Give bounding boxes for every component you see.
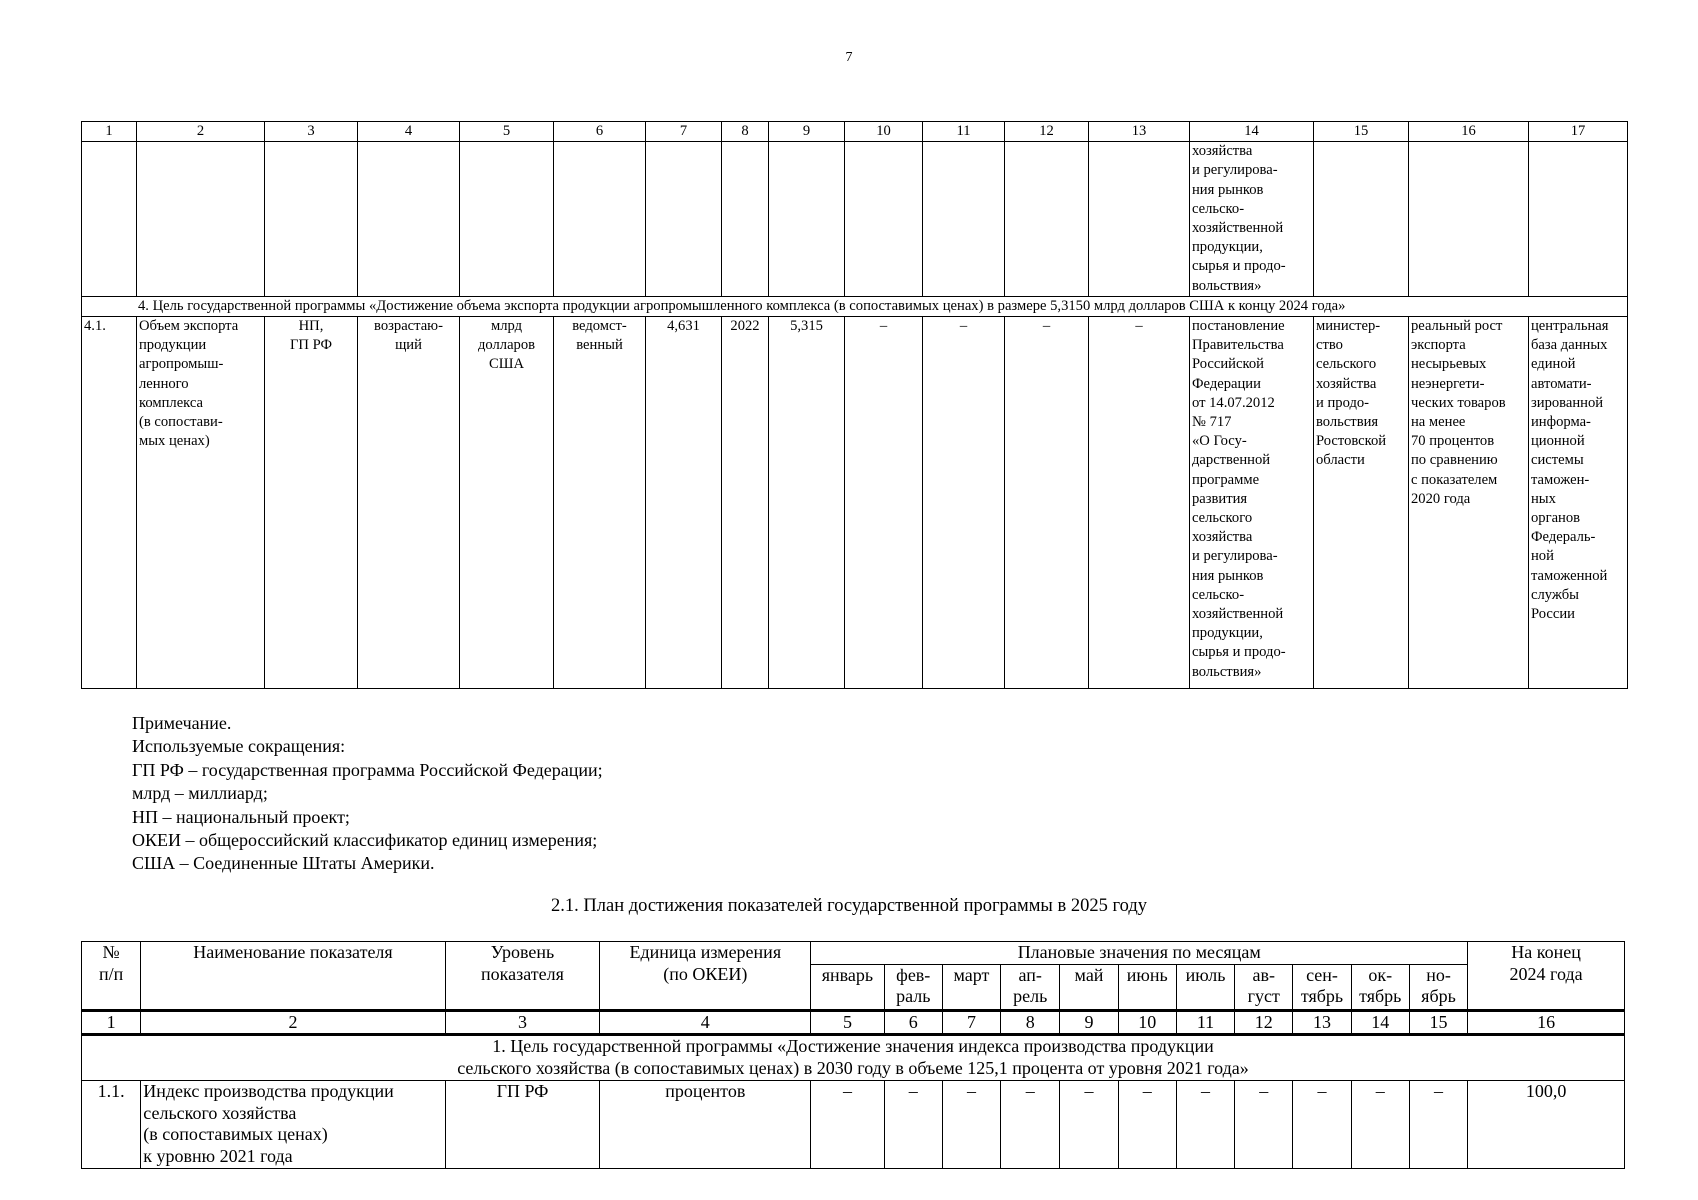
row-number: 1.1. <box>82 1081 141 1168</box>
text-line: на менее <box>1411 414 1466 431</box>
column-number: 8 <box>722 122 769 142</box>
notes-abbrev-heading: Используемые сокращения: <box>132 736 346 757</box>
value-col12: – <box>1005 317 1089 689</box>
month-header <box>884 964 942 1010</box>
text-line: постановление <box>1192 318 1285 335</box>
column-number: 2 <box>137 122 265 142</box>
notes-block <box>132 712 603 876</box>
column-number: 6 <box>884 1010 942 1035</box>
text-line: Ростовской <box>1316 433 1387 450</box>
month-header <box>1351 964 1409 1010</box>
text-line: сельского хозяйства <box>143 1102 297 1123</box>
text-line: с показателем <box>1411 471 1498 488</box>
text-line: вольствия» <box>1192 277 1262 294</box>
month-header <box>1118 964 1176 1010</box>
header-num <box>82 942 141 1011</box>
value-col13: – <box>1089 317 1190 689</box>
note-line: млрд – миллиард; <box>132 783 268 804</box>
text-line: вольствия» <box>1192 663 1262 680</box>
column-number: 15 <box>1314 122 1409 142</box>
column-number: 7 <box>646 122 722 142</box>
column-number: 4 <box>358 122 460 142</box>
text-line: органов <box>1531 510 1581 527</box>
text-line: венный <box>576 337 623 354</box>
text-line: Единица измерения <box>629 942 782 962</box>
column-number: 5 <box>460 122 554 142</box>
monthly-plan-table <box>81 941 1625 1169</box>
text-line: рель <box>1013 986 1048 1007</box>
text-line: ведомст- <box>572 318 627 335</box>
text-line: системы <box>1531 452 1584 469</box>
monthly-value: – <box>1001 1081 1060 1168</box>
monthly-value: – <box>884 1081 942 1168</box>
text-line: дарственной <box>1192 452 1271 469</box>
table1-header-row <box>82 122 1628 142</box>
text-line: мых ценах) <box>139 433 210 450</box>
table2-goal-row <box>82 1035 1625 1081</box>
continuation-col14-cell <box>1190 142 1314 297</box>
column-number: 13 <box>1089 122 1190 142</box>
value-col9: 5,315 <box>769 317 845 689</box>
indicator-type <box>554 317 646 689</box>
text-line: развития <box>1192 490 1248 507</box>
column-number: 17 <box>1529 122 1628 142</box>
text-line: хозяйства <box>1316 375 1377 392</box>
text-line: ционной <box>1531 433 1585 450</box>
text-line: № 717 <box>1192 414 1232 431</box>
column-number: 16 <box>1409 122 1529 142</box>
text-line: и регулирова- <box>1192 162 1278 179</box>
text-line: ство <box>1316 337 1343 354</box>
text-line: от 14.07.2012 <box>1192 394 1275 411</box>
month-header <box>1176 964 1234 1010</box>
note-line: ОКЕИ – общероссийский классификатор единиц измерения; <box>132 830 598 851</box>
data-source <box>1529 317 1628 689</box>
column-number: 12 <box>1005 122 1089 142</box>
text-line: ГП РФ <box>289 337 333 354</box>
indicator-trend <box>358 317 460 689</box>
value-col10: – <box>845 317 923 689</box>
table1-goal-row <box>82 296 1628 316</box>
text-line: Объем экспорта <box>139 318 239 335</box>
month-header <box>1060 964 1118 1010</box>
text-line: Индекс производства продукции <box>143 1081 394 1102</box>
page-number: 7 <box>845 50 853 65</box>
text-line: России <box>1531 606 1575 623</box>
notes-title: Примечание. <box>132 713 232 733</box>
text-line: хозяйства <box>1192 143 1253 160</box>
indicator-row-1-1 <box>82 1081 1625 1168</box>
column-number: 9 <box>769 122 845 142</box>
column-number: 8 <box>1001 1010 1060 1035</box>
indicator-level <box>265 317 358 689</box>
indicators-table-continuation <box>81 121 1628 689</box>
monthly-value: – <box>1293 1081 1351 1168</box>
text-line: На конец <box>1511 942 1581 962</box>
text-line: сен- <box>1306 964 1338 985</box>
text-line: (в сопоставимых ценах) <box>143 1124 328 1145</box>
column-number: 3 <box>445 1010 600 1035</box>
column-number: 10 <box>1118 1010 1176 1035</box>
text-line: сельского <box>1316 356 1377 373</box>
text-line: (по ОКЕИ) <box>663 963 748 984</box>
text-line: п/п <box>98 963 124 984</box>
column-number: 7 <box>942 1010 1000 1035</box>
text-line: неэнергети- <box>1411 375 1485 392</box>
text-line: «О Госу- <box>1192 433 1247 450</box>
text-line: сырья и продо- <box>1192 644 1286 661</box>
text-line: сельско- <box>1192 200 1245 217</box>
indicator-row-4-1 <box>82 317 1628 689</box>
value-col11: – <box>923 317 1005 689</box>
text-line: к уровню 2021 года <box>143 1145 293 1166</box>
text-line: автомати- <box>1531 375 1592 392</box>
text-line: ап- <box>1018 964 1042 985</box>
month-header <box>1235 964 1293 1010</box>
responsible-body <box>1314 317 1409 689</box>
text-line: долларов <box>477 337 536 354</box>
column-number: 5 <box>811 1010 884 1035</box>
text-line: база данных <box>1531 337 1608 354</box>
text-line: зированной <box>1531 394 1604 411</box>
text-line: 70 процентов <box>1411 433 1495 450</box>
column-number: 1 <box>82 1010 141 1035</box>
month-header <box>942 964 1000 1010</box>
goal-4-text: 4. Цель государственной программы «Достижение объема экспорта продукции агропромышленного комплекса (в сопоставимых ценах) в размере 5,3150 млрд долларов США к концу 2024 года» <box>82 296 1628 316</box>
note-line: США – Соединенные Штаты Америки. <box>132 853 435 874</box>
text-line: по сравнению <box>1411 452 1498 469</box>
text-line: млрд <box>490 318 523 335</box>
text-line: ленного <box>139 375 189 392</box>
monthly-value: – <box>1409 1081 1467 1168</box>
link-to-goal <box>1409 317 1529 689</box>
header-name: Наименование показателя <box>141 942 445 1011</box>
table2-numbers-row <box>82 1010 1625 1035</box>
text-line: № <box>102 942 120 962</box>
column-number: 2 <box>141 1010 445 1035</box>
goal-1-text <box>82 1035 1625 1081</box>
text-line: (в сопостави- <box>139 414 223 431</box>
text-line: ных <box>1531 490 1556 507</box>
indicator-level: ГП РФ <box>445 1081 600 1168</box>
indicator-unit: процентов <box>600 1081 811 1168</box>
column-number: 12 <box>1235 1010 1293 1035</box>
text-line: сельского <box>1192 510 1253 527</box>
text-line: Правительства <box>1192 337 1284 354</box>
indicator-unit <box>460 317 554 689</box>
text-line: и продо- <box>1316 394 1370 411</box>
text-line: программе <box>1192 471 1260 488</box>
monthly-value: – <box>1060 1081 1118 1168</box>
text-line: 1. Цель государственной программы «Достижение значения индекса производства продукции <box>492 1036 1214 1057</box>
column-number: 14 <box>1190 122 1314 142</box>
text-line: реальный рост <box>1411 318 1503 335</box>
column-number: 11 <box>1176 1010 1234 1035</box>
text-line: Российской <box>1192 356 1264 373</box>
text-line: единой <box>1531 356 1576 373</box>
text-line: сельско- <box>1192 586 1245 603</box>
text-line: Уровень <box>490 942 555 962</box>
text-line: июль <box>1185 964 1226 985</box>
text-line: НП, <box>298 318 324 335</box>
row-number: 4.1. <box>82 317 137 689</box>
column-number: 6 <box>554 122 646 142</box>
text-line: 2024 года <box>1509 963 1583 984</box>
header-unit <box>600 942 811 1011</box>
column-number: 9 <box>1060 1010 1118 1035</box>
text-line: продукции <box>139 337 207 354</box>
text-line: хозяйственной <box>1192 220 1284 237</box>
text-line: ок- <box>1368 964 1393 985</box>
monthly-value: – <box>1118 1081 1176 1168</box>
text-line: ния рынков <box>1192 567 1264 584</box>
text-line: сельского хозяйства (в сопоставимых ценах) в 2030 году в объеме 125,1 процента от уровня 2021 года» <box>457 1057 1249 1078</box>
column-number: 1 <box>82 122 137 142</box>
column-number: 10 <box>845 122 923 142</box>
text-line: щий <box>395 337 422 354</box>
header-level <box>445 942 600 1011</box>
base-value: 4,631 <box>646 317 722 689</box>
text-line: январь <box>821 964 874 985</box>
text-line: продукции, <box>1192 625 1263 642</box>
column-number: 11 <box>923 122 1005 142</box>
column-number: 16 <box>1468 1010 1625 1035</box>
text-line: раль <box>896 986 931 1007</box>
text-line: показателя <box>481 963 564 984</box>
header-end <box>1468 942 1625 1011</box>
note-line: НП – национальный проект; <box>132 806 350 827</box>
text-line: и регулирова- <box>1192 548 1278 565</box>
text-line: сырья и продо- <box>1192 258 1286 275</box>
text-line: густ <box>1247 986 1280 1007</box>
indicator-name <box>137 317 265 689</box>
text-line: ной <box>1531 548 1554 565</box>
text-line: Федераль- <box>1531 529 1596 546</box>
text-line: вольствия <box>1316 414 1379 431</box>
end-of-year-value: 100,0 <box>1468 1081 1625 1168</box>
text-line: ния рынков <box>1192 181 1264 198</box>
indicator-name <box>141 1081 445 1168</box>
section-title: 2.1. План достижения показателей государственной программы в 2025 году <box>551 896 1147 916</box>
table1-continuation-row <box>82 142 1628 297</box>
text-line: ябрь <box>1421 986 1456 1007</box>
column-number: 3 <box>265 122 358 142</box>
text-line: области <box>1316 452 1365 469</box>
text-line: июнь <box>1126 964 1168 985</box>
monthly-value: – <box>1176 1081 1234 1168</box>
table2-header-row <box>82 942 1625 965</box>
base-year: 2022 <box>722 317 769 689</box>
column-number: 4 <box>600 1010 811 1035</box>
column-number: 13 <box>1293 1010 1351 1035</box>
month-header <box>811 964 884 1010</box>
text-line: тябрь <box>1359 986 1402 1007</box>
text-line: центральная <box>1531 318 1609 335</box>
text-line: таможенной <box>1531 567 1608 584</box>
column-number: 14 <box>1351 1010 1409 1035</box>
text-line: возрастаю- <box>374 318 443 335</box>
text-line: май <box>1074 964 1104 985</box>
text-line: таможен- <box>1531 471 1590 488</box>
regulating-document <box>1190 317 1314 689</box>
month-header <box>1293 964 1351 1010</box>
month-header <box>1409 964 1467 1010</box>
month-header <box>1001 964 1060 1010</box>
text-line: ав- <box>1252 964 1275 985</box>
column-number: 15 <box>1409 1010 1467 1035</box>
text-line: несырьевых <box>1411 356 1487 373</box>
text-line: США <box>489 356 524 373</box>
monthly-value: – <box>942 1081 1000 1168</box>
text-line: экспорта <box>1411 337 1466 354</box>
text-line: но- <box>1426 964 1451 985</box>
text-line: ческих товаров <box>1411 394 1506 411</box>
text-line: тябрь <box>1300 986 1344 1007</box>
text-line: информа- <box>1531 414 1591 431</box>
monthly-value: – <box>1235 1081 1293 1168</box>
text-line: комплекса <box>139 394 204 411</box>
text-line: службы <box>1531 586 1579 603</box>
header-plan: Плановые значения по месяцам <box>811 942 1468 965</box>
text-line: хозяйства <box>1192 529 1253 546</box>
text-line: фев- <box>896 964 931 985</box>
text-line: продукции, <box>1192 239 1263 256</box>
monthly-value: – <box>811 1081 884 1168</box>
text-line: агропромыш- <box>139 356 224 373</box>
text-line: Федерации <box>1192 375 1261 392</box>
monthly-value: – <box>1351 1081 1409 1168</box>
text-line: хозяйственной <box>1192 606 1284 623</box>
text-line: март <box>953 964 990 985</box>
text-line: министер- <box>1316 318 1381 335</box>
text-line: 2020 года <box>1411 490 1471 507</box>
note-line: ГП РФ – государственная программа Российской Федерации; <box>132 759 603 780</box>
